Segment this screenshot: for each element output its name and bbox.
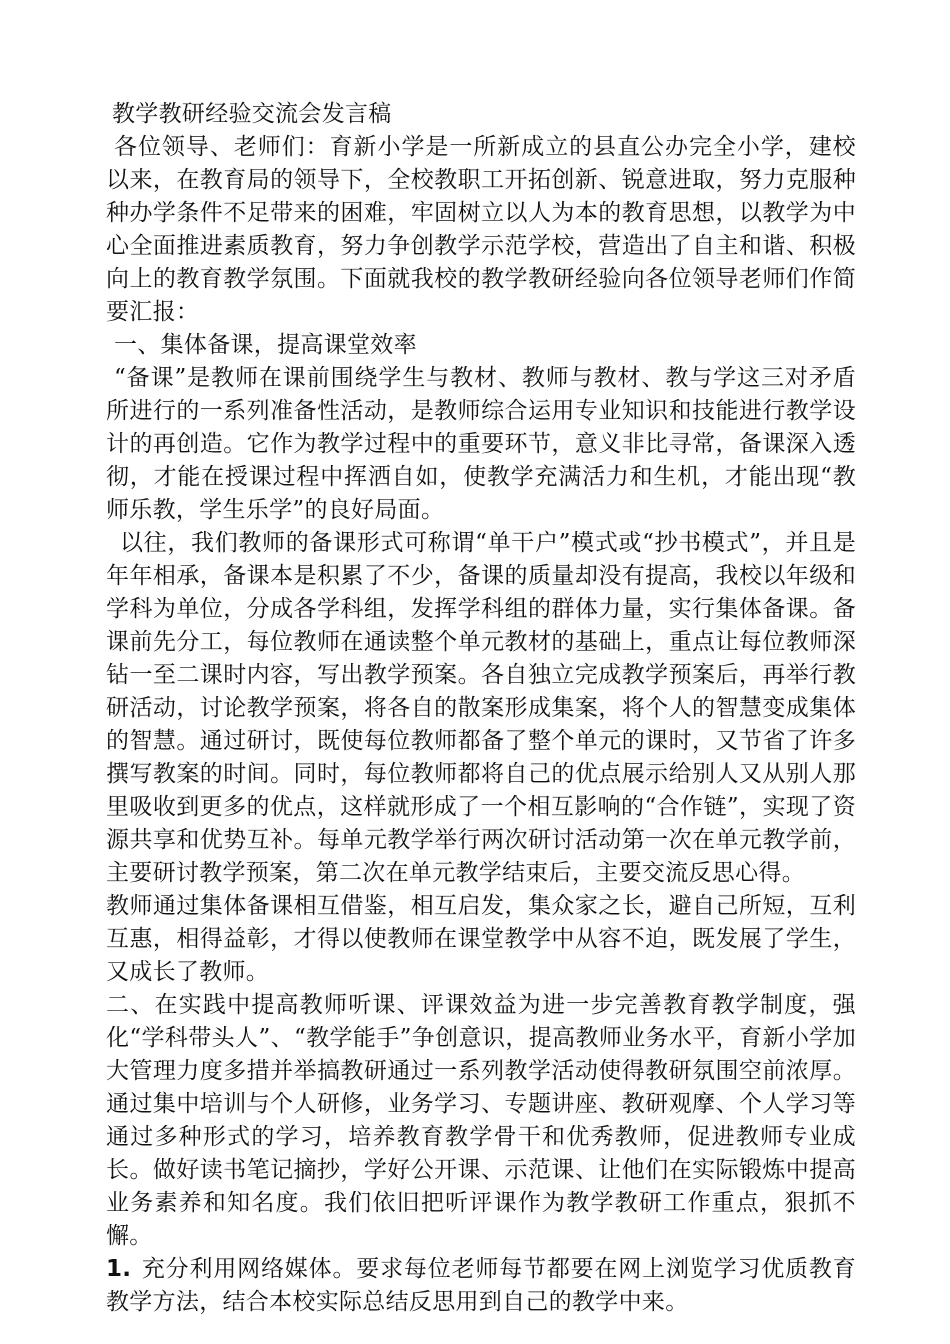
paragraph-mutual-reference: 教师通过集体备课相互借鉴，相互启发，集众家之长，避自己所短，互利互惠，相得益彰，才得以使教师在课堂教学中从容不迫，既发展了学生，又成长了教师。 (106, 893, 856, 985)
document-page (106, 98, 856, 1319)
list-item-number: 1. (106, 1256, 132, 1282)
paragraph-collective-preparation: 以往，我们教师的备课形式可称谓“单干户”模式或“抄书模式”，并且是年年相承，备课本是积累了不少，备课的质量却没有提高，我校以年级和学科为单位，分成各学科组，发挥学科组的群体力量，实行集体备课。备课前先分工，每位教师在通读整个单元教材的基础上，重点让每位教师深钻一至二课时内容，写出教学预案。各自独立完成教学预案后，再举行教研活动，讨论教学预案，将各自的散案形成集案，将个人的智慧变成集体的智慧。通过研讨，既使每位教师都备了整个单元的课时，又节省了许多撰写教案的时间。同时，每位教师都将自己的优点展示给别人又从别人那里吸收到更多的优点，这样就形成了一个相互影响的“合作链”，实现了资源共享和优势互补。每单元教学举行两次研讨活动第一次在单元教学前，主要研讨教学预案，第二次在单元教学结束后，主要交流反思心得。 (106, 530, 856, 886)
paragraph-beike-definition: “备课”是教师在课前围绕学生与教材、教师与教材、教与学这三对矛盾所进行的一系列准备性活动，是教师综合运用专业知识和技能进行教学设计的再创造。它作为教学过程中的重要环节，意义非比寻常，备课深入透彻，才能在授课过程中挥洒自如，使教学充满活力和生机，才能出现“教师乐教，学生乐学”的良好局面。 (106, 365, 856, 523)
paragraph-intro: 各位领导、老师们：育新小学是一所新成立的县直公办完全小学，建校以来，在教育局的领导下，全校教职工开拓创新、锐意进取，努力克服种种办学条件不足带来的困难，牢固树立以人为本的教育思想，以教学为中心全面推进素质教育，努力争创教学示范学校，营造出了自主和谐、积极向上的教育教学氛围。下面就我校的教学教研经验向各位领导老师们作简要汇报： (106, 134, 856, 325)
document-title: 教学教研经验交流会发言稿 (112, 101, 392, 127)
section-heading-1: 一、集体备课，提高课堂效率 (114, 332, 417, 358)
section-heading-2-paragraph: 二、在实践中提高教师听课、评课效益为进一步完善教育教学制度，强化“学科带头人”、“教学能手”争创意识，提高教师业务水平，育新小学加大管理力度多措并举搞教研通过一系列教学活动使得教研氛围空前浓厚。通过集中培训与个人研修，业务学习、专题讲座、教研观摩、个人学习等通过多种形式的学习，培养教育教学骨干和优秀教师，促进教师专业成长。做好读书笔记摘抄，学好公开课、示范课、让他们在实际锻炼中提高业务素养和知名度。我们依旧把听评课作为教学教研工作重点，狠抓不懈。 (106, 992, 856, 1249)
list-item-text: 充分利用网络媒体。要求每位老师每节都要在网上浏览学习优质教育教学方法，结合本校实际总结反思用到自己的教学中来。 (106, 1256, 856, 1315)
list-item (106, 1253, 856, 1319)
